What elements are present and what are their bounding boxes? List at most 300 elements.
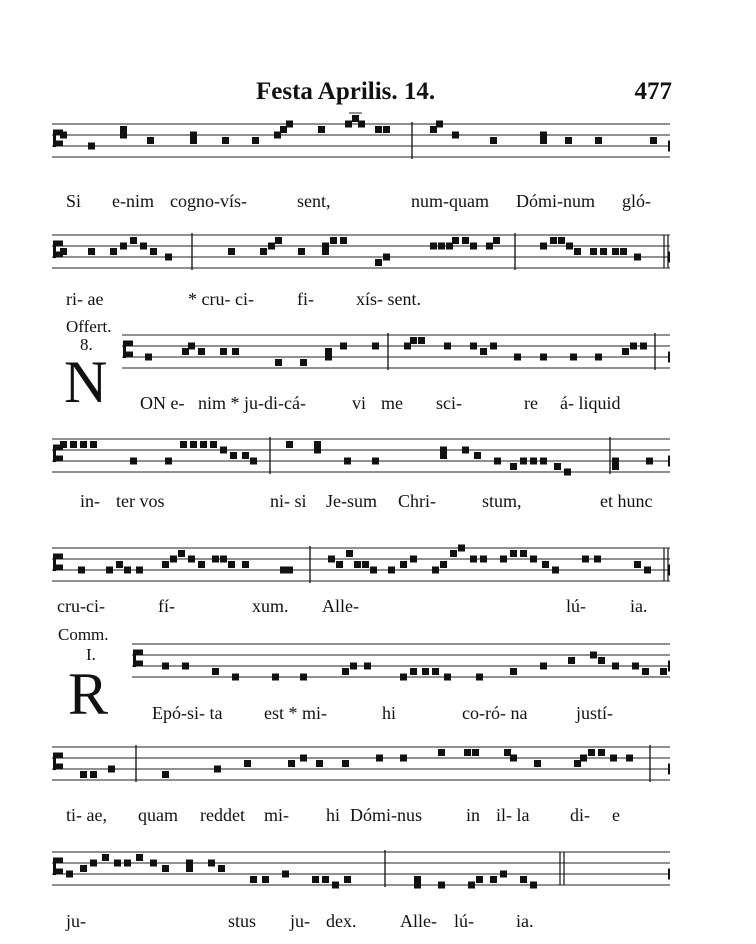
- neume-note: [242, 452, 249, 459]
- neume-note: [200, 441, 207, 448]
- neume-note: [430, 126, 437, 133]
- lyric-syllable: cru-ci-: [57, 596, 105, 616]
- neume-note: [260, 248, 267, 255]
- lyric-syllable: Dómi-num: [516, 191, 595, 211]
- neume-note: [286, 441, 293, 448]
- neume-note: [244, 760, 251, 767]
- neume-note: [570, 354, 577, 361]
- lyric-syllable: hi: [326, 805, 341, 825]
- lyric-syllable: vi: [352, 393, 367, 413]
- neume-note: [318, 126, 325, 133]
- neume-note: [376, 755, 383, 762]
- neume-note: [622, 348, 629, 355]
- neume-note: [432, 668, 439, 675]
- neume-note: [222, 137, 229, 144]
- lyric-syllable: á- liquid: [560, 393, 621, 413]
- neume-note: [610, 755, 617, 762]
- neume-note: [178, 550, 185, 557]
- neume-note: [388, 567, 395, 574]
- neume-note: [214, 766, 221, 773]
- neume-note: [500, 871, 507, 878]
- neume-note: [414, 882, 421, 889]
- neume-note: [490, 876, 497, 883]
- neume-note: [90, 860, 97, 867]
- neume-note: [620, 248, 627, 255]
- lyric-syllable: me: [381, 393, 403, 413]
- lyric-syllable: stus: [228, 911, 257, 931]
- lyric-syllable: il- la: [496, 805, 530, 825]
- neume-note: [540, 243, 547, 250]
- clef-icon: [53, 241, 56, 259]
- neume-note: [344, 458, 351, 465]
- neume-note: [552, 567, 559, 574]
- neume-note: [400, 755, 407, 762]
- lyric-syllable: Si: [66, 191, 82, 211]
- clef-icon: [56, 764, 63, 770]
- neume-note: [120, 126, 127, 133]
- neume-note: [250, 876, 257, 883]
- neume-note: [468, 882, 475, 889]
- neume-note: [650, 137, 657, 144]
- neume-note: [250, 458, 257, 465]
- lyric-syllable: Alle-: [322, 596, 359, 616]
- neume-note: [574, 760, 581, 767]
- neume-note: [186, 865, 193, 872]
- neume-note: [114, 860, 121, 867]
- clef-icon: [126, 341, 133, 347]
- neume-note: [440, 447, 447, 454]
- clef-icon: [123, 341, 126, 359]
- clef-icon: [53, 753, 56, 771]
- neume-note: [342, 760, 349, 767]
- neume-note: [476, 876, 483, 883]
- clef-icon: [56, 869, 63, 875]
- neume-note: [462, 237, 469, 244]
- neume-note: [322, 876, 329, 883]
- chant-staff: [0, 840, 756, 904]
- neume-note: [60, 441, 67, 448]
- neume-note: [540, 663, 547, 670]
- neume-note: [612, 248, 619, 255]
- clef-icon: [56, 456, 63, 462]
- neume-note: [634, 561, 641, 568]
- neume-note: [136, 854, 143, 861]
- clef-icon: [53, 445, 56, 463]
- neume-note: [150, 860, 157, 867]
- neume-note: [228, 248, 235, 255]
- neume-note: [208, 860, 215, 867]
- neume-note: [500, 556, 507, 563]
- neume-note: [510, 463, 517, 470]
- neume-note: [124, 567, 131, 574]
- neume-note: [375, 126, 382, 133]
- neume-note: [462, 447, 469, 454]
- neume-note: [212, 556, 219, 563]
- neume-note: [130, 458, 137, 465]
- neume-note: [520, 458, 527, 465]
- custos-mark: [668, 764, 670, 775]
- neume-note: [595, 354, 602, 361]
- neume-note: [162, 771, 169, 778]
- neume-note: [80, 441, 87, 448]
- lyric-syllable: sent,: [297, 191, 331, 211]
- neume-note: [102, 854, 109, 861]
- neume-note: [490, 343, 497, 350]
- neume-note: [612, 663, 619, 670]
- neume-note: [325, 348, 332, 355]
- lyric-syllable: e: [612, 805, 620, 825]
- lyric-syllable: ju-: [66, 911, 86, 931]
- clef-icon: [56, 141, 63, 147]
- neume-note: [530, 458, 537, 465]
- neume-note: [220, 556, 227, 563]
- neume-note: [598, 749, 605, 756]
- neume-note: [370, 567, 377, 574]
- neume-note: [340, 343, 347, 350]
- custos-mark: [668, 252, 670, 263]
- neume-note: [188, 556, 195, 563]
- lyric-syllable: lú-: [566, 596, 586, 616]
- lyric-syllable: dex.: [326, 911, 357, 931]
- neume-note: [274, 132, 281, 139]
- neume-note: [88, 143, 95, 150]
- neume-note: [262, 876, 269, 883]
- communion-mode: I.: [86, 645, 96, 664]
- neume-note: [438, 243, 445, 250]
- neume-note: [470, 243, 477, 250]
- neume-note: [162, 561, 169, 568]
- neume-note: [272, 674, 279, 681]
- chant-staff: [0, 223, 756, 287]
- lyric-syllable: cogno-vís-: [170, 191, 247, 211]
- neume-note: [288, 760, 295, 767]
- neume-note: [350, 663, 357, 670]
- neume-note: [282, 871, 289, 878]
- neume-note: [180, 441, 187, 448]
- chant-staff: [0, 323, 756, 387]
- lyric-syllable: fi-: [297, 289, 314, 309]
- clef-icon: [56, 565, 63, 571]
- custos-mark: [668, 141, 670, 152]
- neume-note: [220, 447, 227, 454]
- offertory-label: Offert.: [66, 317, 112, 336]
- neume-note: [438, 882, 445, 889]
- neume-note: [440, 561, 447, 568]
- neume-note: [565, 137, 572, 144]
- lyric-syllable: fí-: [158, 596, 175, 616]
- neume-note: [470, 556, 477, 563]
- neume-note: [530, 556, 537, 563]
- neume-note: [494, 458, 501, 465]
- neume-note: [464, 749, 471, 756]
- neume-note: [330, 237, 337, 244]
- neume-note: [300, 755, 307, 762]
- neume-note: [80, 771, 87, 778]
- neume-note: [540, 132, 547, 139]
- neume-note: [504, 749, 511, 756]
- neume-note: [598, 657, 605, 664]
- neume-note: [90, 441, 97, 448]
- neume-note: [452, 132, 459, 139]
- neume-note: [110, 248, 117, 255]
- clef-icon: [56, 241, 63, 247]
- neume-note: [280, 126, 287, 133]
- neume-note: [558, 237, 565, 244]
- lyric-syllable: quam: [138, 805, 178, 825]
- neume-note: [590, 248, 597, 255]
- neume-note: [375, 259, 382, 266]
- neume-note: [540, 354, 547, 361]
- neume-note: [476, 674, 483, 681]
- neume-note: [446, 243, 453, 250]
- neume-note: [242, 561, 249, 568]
- neume-note: [147, 137, 154, 144]
- neume-note: [60, 248, 67, 255]
- neume-note: [564, 469, 571, 476]
- neume-note: [540, 458, 547, 465]
- lyric-syllable: ia.: [516, 911, 534, 931]
- neume-note: [150, 248, 157, 255]
- clef-icon: [133, 650, 136, 668]
- neume-note: [644, 567, 651, 574]
- neume-note: [534, 760, 541, 767]
- lyric-syllable: Alle-: [400, 911, 437, 931]
- neume-note: [298, 248, 305, 255]
- neume-note: [612, 463, 619, 470]
- neume-note: [418, 337, 425, 344]
- neume-note: [542, 561, 549, 568]
- neume-note: [472, 749, 479, 756]
- neume-note: [232, 674, 239, 681]
- lyric-syllable: xís- sent.: [356, 289, 421, 309]
- lyric-syllable: in-: [80, 491, 100, 511]
- lyric-syllable: ia.: [630, 596, 648, 616]
- clef-icon: [53, 858, 56, 876]
- neume-note: [198, 561, 205, 568]
- neume-note: [626, 755, 633, 762]
- neume-note: [400, 674, 407, 681]
- neume-note: [182, 348, 189, 355]
- neume-note: [410, 668, 417, 675]
- neume-note: [383, 126, 390, 133]
- neume-note: [280, 567, 287, 574]
- lyric-syllable: ni- si: [270, 491, 307, 511]
- neume-note: [490, 137, 497, 144]
- neume-note: [364, 663, 371, 670]
- neume-note: [444, 343, 451, 350]
- neume-note: [332, 882, 339, 889]
- neume-note: [372, 343, 379, 350]
- neume-note: [568, 657, 575, 664]
- neume-note: [514, 354, 521, 361]
- neume-note: [594, 556, 601, 563]
- neume-note: [422, 668, 429, 675]
- drop-cap-initial: N: [64, 349, 108, 415]
- neume-note: [218, 865, 225, 872]
- neume-note: [162, 865, 169, 872]
- neume-note: [470, 343, 477, 350]
- lyric-syllable: * cru- ci-: [188, 289, 254, 309]
- neume-note: [252, 137, 259, 144]
- neume-note: [574, 248, 581, 255]
- lyric-syllable: sci-: [436, 393, 462, 413]
- neume-note: [275, 237, 282, 244]
- neume-note: [580, 755, 587, 762]
- lyric-syllable: ter vos: [116, 491, 165, 511]
- neume-note: [322, 243, 329, 250]
- neume-note: [432, 567, 439, 574]
- neume-note: [642, 668, 649, 675]
- neume-note: [220, 348, 227, 355]
- neume-note: [170, 556, 177, 563]
- neume-note: [140, 243, 147, 250]
- neume-note: [345, 121, 352, 128]
- neume-note: [444, 674, 451, 681]
- neume-note: [88, 248, 95, 255]
- neume-note: [520, 550, 527, 557]
- neume-note: [582, 556, 589, 563]
- neume-note: [554, 463, 561, 470]
- lyric-syllable: mi-: [264, 805, 289, 825]
- neume-note: [316, 760, 323, 767]
- clef-icon: [56, 858, 63, 864]
- neume-note: [590, 652, 597, 659]
- neume-note: [344, 876, 351, 883]
- page-number: 477: [634, 78, 672, 105]
- neume-note: [634, 254, 641, 261]
- lyric-syllable: num-quam: [411, 191, 489, 211]
- neume-note: [286, 121, 293, 128]
- lyric-syllable: ri- ae: [66, 289, 104, 309]
- neume-note: [78, 567, 85, 574]
- neume-note: [212, 668, 219, 675]
- neume-note: [268, 243, 275, 250]
- neume-note: [124, 860, 131, 867]
- chant-staff: [0, 735, 756, 799]
- neume-note: [162, 663, 169, 670]
- lyric-syllable: ti- ae,: [66, 805, 107, 825]
- neume-note: [328, 556, 335, 563]
- neume-note: [352, 115, 359, 122]
- lyric-syllable: Chri-: [398, 491, 436, 511]
- lyric-syllable: gló-: [622, 191, 651, 211]
- neume-note: [275, 359, 282, 366]
- neume-note: [632, 663, 639, 670]
- lyric-syllable: di-: [570, 805, 590, 825]
- neume-note: [190, 132, 197, 139]
- neume-note: [300, 359, 307, 366]
- offertory-mode: 8.: [80, 335, 93, 354]
- clef-icon: [53, 554, 56, 572]
- neume-note: [210, 441, 217, 448]
- neume-note: [452, 237, 459, 244]
- neume-note: [450, 550, 457, 557]
- page-title: Festa Aprilis. 14.: [256, 78, 436, 105]
- neume-note: [530, 882, 537, 889]
- neume-note: [130, 237, 137, 244]
- neume-note: [660, 668, 667, 675]
- lyric-syllable: reddet: [200, 805, 245, 825]
- custos-mark: [668, 661, 670, 672]
- lyric-syllable: ju-: [290, 911, 310, 931]
- clef-icon: [56, 554, 63, 560]
- lyric-syllable: e-nim: [112, 191, 154, 211]
- neume-note: [80, 865, 87, 872]
- neume-note: [314, 447, 321, 454]
- lyric-syllable: nim * ju-di-cá-: [198, 393, 306, 413]
- lyric-syllable: in: [466, 805, 481, 825]
- custos-mark: [668, 869, 670, 880]
- neume-note: [120, 243, 127, 250]
- neume-note: [404, 343, 411, 350]
- clef-icon: [53, 130, 56, 148]
- chant-staff: [0, 112, 756, 176]
- lyric-syllable: co-ró- na: [462, 703, 528, 723]
- chant-staff: [0, 536, 756, 600]
- lyric-syllable: xum.: [252, 596, 289, 616]
- neume-note: [486, 243, 493, 250]
- neume-note: [232, 348, 239, 355]
- neume-note: [480, 556, 487, 563]
- neume-note: [510, 668, 517, 675]
- neume-note: [188, 343, 195, 350]
- neume-note: [550, 237, 557, 244]
- neume-note: [493, 237, 500, 244]
- neume-note: [480, 348, 487, 355]
- neume-note: [342, 668, 349, 675]
- neume-note: [474, 452, 481, 459]
- custos-mark: [668, 565, 670, 576]
- neume-note: [630, 343, 637, 350]
- neume-note: [438, 749, 445, 756]
- lyric-syllable: re: [524, 393, 538, 413]
- neume-note: [595, 137, 602, 144]
- clef-icon: [136, 650, 143, 656]
- neume-note: [165, 458, 172, 465]
- clef-icon: [136, 661, 143, 667]
- neume-note: [510, 755, 517, 762]
- chant-staff: [0, 427, 756, 491]
- neume-note: [340, 237, 347, 244]
- neume-note: [566, 243, 573, 250]
- lyric-syllable: est * mi-: [264, 703, 327, 723]
- neume-note: [346, 550, 353, 557]
- neume-note: [410, 556, 417, 563]
- neume-note: [646, 458, 653, 465]
- neume-note: [145, 354, 152, 361]
- neume-note: [520, 876, 527, 883]
- neume-note: [410, 337, 417, 344]
- drop-cap-initial: R: [68, 661, 109, 727]
- lyric-syllable: lú-: [454, 911, 474, 931]
- neume-note: [286, 567, 293, 574]
- custos-mark: [668, 352, 670, 363]
- neume-note: [362, 561, 369, 568]
- neume-note: [588, 749, 595, 756]
- lyric-syllable: et hunc: [600, 491, 653, 511]
- neume-note: [228, 561, 235, 568]
- clef-icon: [56, 753, 63, 759]
- chant-staff: [0, 632, 756, 696]
- neume-note: [60, 132, 67, 139]
- neume-note: [336, 561, 343, 568]
- lyric-syllable: Epó-si- ta: [152, 703, 223, 723]
- clef-icon: [126, 352, 133, 358]
- lyric-syllable: hi: [382, 703, 397, 723]
- neume-note: [383, 254, 390, 261]
- neume-note: [70, 441, 77, 448]
- neume-note: [165, 254, 172, 261]
